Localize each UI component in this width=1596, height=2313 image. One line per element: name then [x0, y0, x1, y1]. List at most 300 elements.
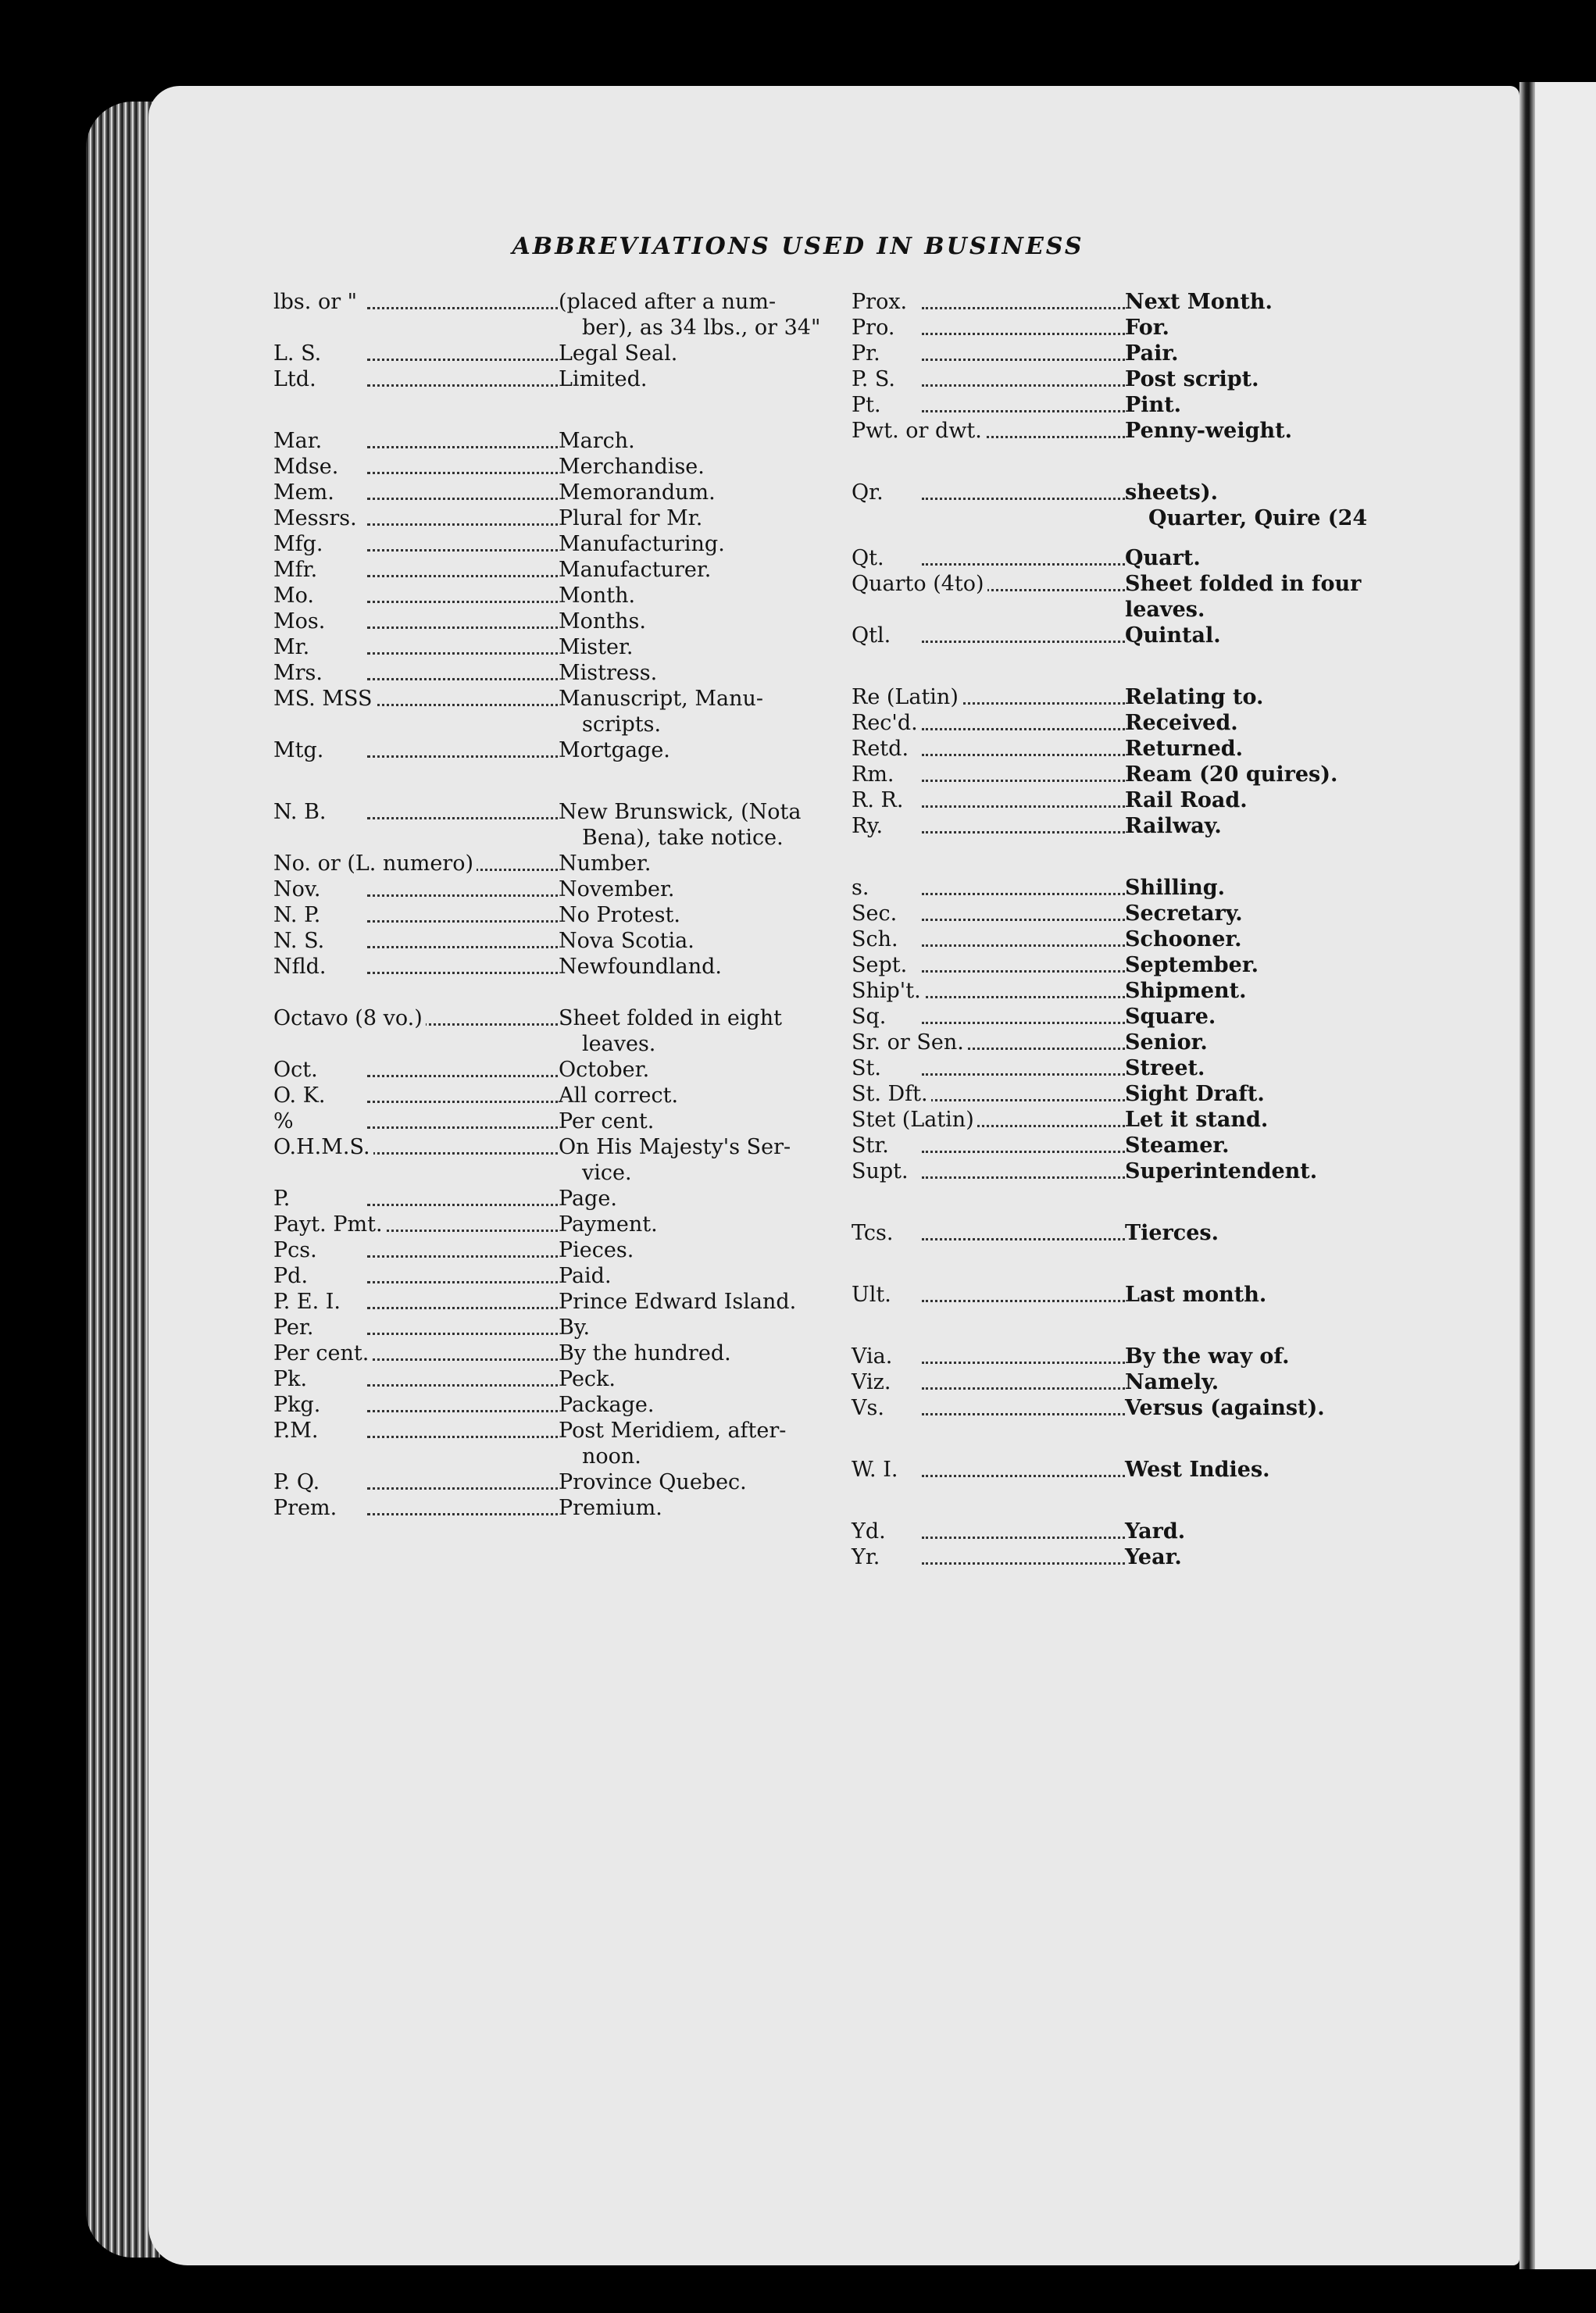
abbreviation-meaning	[559, 737, 852, 763]
meaning-text: Next Month.	[1125, 290, 1273, 314]
abbreviation-entry	[273, 609, 852, 634]
abbreviation-meaning	[559, 289, 852, 341]
meaning-text: Pint.	[1125, 393, 1182, 417]
meaning-text: On His Majesty's Ser-	[559, 1135, 791, 1159]
abbreviation-entry	[273, 1186, 852, 1212]
meaning-text: Nova Scotia.	[559, 929, 694, 953]
spacer	[852, 648, 1406, 684]
meaning-text: Merchandise.	[559, 455, 705, 479]
abbreviation: P. Q.	[273, 1469, 323, 1495]
abbreviation-entry	[273, 1340, 852, 1366]
abbreviation-meaning	[1125, 1395, 1406, 1421]
abbreviation-entry	[852, 289, 1406, 315]
abbreviation-entry	[852, 684, 1406, 710]
abbreviation: Nfld.	[273, 954, 330, 980]
abbreviation: P. S.	[852, 366, 898, 392]
abbreviation: Mos.	[273, 609, 328, 634]
abbreviation-entry	[852, 392, 1406, 418]
abbreviation: Qr.	[852, 480, 887, 505]
abbreviation-entry	[273, 289, 852, 341]
abbreviation: Prox.	[852, 289, 910, 315]
meaning-text: March.	[559, 429, 635, 453]
abbreviation-entry	[273, 480, 852, 505]
abbreviation: W. I.	[852, 1457, 901, 1483]
abbreviation: Pwt. or dwt.	[852, 418, 985, 444]
meaning-text: Tierces.	[1125, 1221, 1219, 1245]
abbreviation-meaning	[1125, 926, 1406, 952]
meaning-text: Street.	[1125, 1056, 1205, 1080]
abbreviation: Quarto (4to)	[852, 571, 987, 597]
abbreviation-meaning	[559, 1495, 852, 1521]
abbreviation-meaning	[1125, 875, 1406, 901]
meaning-text: sheets).	[1125, 480, 1219, 505]
meaning-text: Senior.	[1125, 1030, 1208, 1055]
meaning-text: Sight Draft.	[1125, 1082, 1265, 1106]
abbreviation-entry	[273, 366, 852, 392]
abbreviation-entry	[273, 737, 852, 763]
meaning-text: Prince Edward Island.	[559, 1290, 797, 1314]
abbreviation-meaning	[559, 1469, 852, 1495]
meaning-text: Month.	[559, 584, 636, 608]
abbreviation-entry	[273, 1083, 852, 1108]
abbreviation-entry	[273, 531, 852, 557]
abbreviation-meaning	[1125, 1369, 1406, 1395]
spacer	[852, 1308, 1406, 1344]
abbreviation-entry	[273, 1108, 852, 1134]
abbreviation-entry	[852, 787, 1406, 813]
abbreviation-entry	[852, 1107, 1406, 1133]
spacer	[852, 1483, 1406, 1519]
meaning-text: Manufacturer.	[559, 558, 712, 582]
abbreviation: Pr.	[852, 341, 884, 366]
abbreviation-entry	[273, 634, 852, 660]
abbreviation-meaning	[1125, 289, 1406, 315]
abbreviation-meaning	[559, 454, 852, 480]
abbreviation-entry	[852, 1369, 1406, 1395]
abbreviation: Mrs.	[273, 660, 326, 686]
abbreviation-meaning	[1125, 787, 1406, 813]
abbreviation-meaning	[559, 686, 852, 737]
abbreviation-meaning	[1125, 545, 1406, 571]
abbreviation: Mr.	[273, 634, 312, 660]
meaning-text: Sheet folded in eight	[559, 1006, 783, 1030]
meaning-text: Premium.	[559, 1496, 662, 1520]
abbreviation-meaning	[1125, 623, 1406, 648]
abbreviation-entry	[852, 1344, 1406, 1369]
spacer	[273, 980, 852, 1005]
meaning-continuation: Quarter, Quire (24	[1148, 506, 1368, 530]
abbreviation: No. or (L. numero)	[273, 851, 477, 876]
meaning-text: Shipment.	[1125, 979, 1247, 1003]
abbreviation-meaning	[1125, 392, 1406, 418]
abbreviation-entry	[273, 1366, 852, 1392]
abbreviation-entry	[852, 1282, 1406, 1308]
abbreviation-entry	[273, 1134, 852, 1186]
spacer	[852, 839, 1406, 875]
abbreviation-entry	[273, 1315, 852, 1340]
abbreviation: N. S.	[273, 928, 327, 954]
meaning-continuation: ber), as 34 lbs., or 34"	[582, 316, 821, 340]
abbreviation: Mdse.	[273, 454, 341, 480]
abbreviation: Mar.	[273, 428, 325, 454]
meaning-continuation: Bena), take notice.	[582, 826, 784, 850]
abbreviation-meaning	[1125, 952, 1406, 978]
meaning-text: Plural for Mr.	[559, 506, 703, 530]
abbreviation-meaning	[1125, 813, 1406, 839]
abbreviation-entry	[273, 851, 852, 876]
abbreviation-meaning	[559, 366, 852, 392]
abbreviation: N. B.	[273, 799, 330, 825]
abbreviation-meaning	[1125, 418, 1406, 444]
abbreviation-entry	[273, 505, 852, 531]
abbreviation: P. E. I.	[273, 1289, 344, 1315]
meaning-text: Quart.	[1125, 546, 1201, 570]
abbreviation: Mem.	[273, 480, 337, 505]
abbreviation-entry	[852, 366, 1406, 392]
meaning-text: Shilling.	[1125, 876, 1226, 900]
meaning-text: Package.	[559, 1393, 655, 1417]
abbreviation: Pd.	[273, 1263, 311, 1289]
meaning-text: Superintendent.	[1125, 1159, 1318, 1183]
meaning-text: Ream (20 quires).	[1125, 762, 1338, 787]
abbreviation: Per.	[273, 1315, 316, 1340]
meaning-continuation: vice.	[582, 1161, 632, 1185]
meaning-text: Post Meridiem, after-	[559, 1419, 787, 1443]
abbreviation-entry	[852, 571, 1406, 623]
meaning-text: Let it stand.	[1125, 1108, 1269, 1132]
abbreviation-entry	[273, 557, 852, 583]
abbreviation-entry	[273, 1418, 852, 1469]
meaning-text: Payment.	[559, 1212, 658, 1237]
abbreviation: Sec.	[852, 901, 900, 926]
abbreviation: Ry.	[852, 813, 886, 839]
meaning-text: Legal Seal.	[559, 341, 678, 366]
meaning-text: Memorandum.	[559, 480, 716, 505]
abbreviation: Sq.	[852, 1004, 889, 1030]
abbreviation-meaning	[559, 1083, 852, 1108]
meaning-text: New Brunswick, (Nota	[559, 800, 802, 824]
abbreviation-meaning	[559, 928, 852, 954]
abbreviation-entry	[852, 623, 1406, 648]
abbreviation-meaning	[559, 851, 852, 876]
abbreviation: Qtl.	[852, 623, 894, 648]
abbreviation-entry	[852, 813, 1406, 839]
abbreviation: St. Dft.	[852, 1081, 931, 1107]
abbreviation-meaning	[559, 954, 852, 980]
abbreviation-entry	[852, 1055, 1406, 1081]
abbreviation: Pkg.	[273, 1392, 323, 1418]
meaning-text: Mistress.	[559, 661, 658, 685]
abbreviation-entry	[852, 875, 1406, 901]
abbreviation-meaning	[559, 505, 852, 531]
abbreviation-entry	[852, 1220, 1406, 1246]
abbreviation: P.	[273, 1186, 293, 1212]
abbreviation: Supt.	[852, 1158, 912, 1184]
abbreviation-entry	[852, 545, 1406, 571]
abbreviation-entry	[273, 1005, 852, 1057]
meaning-text: Paid.	[559, 1264, 612, 1288]
abbreviation: Pcs.	[273, 1237, 320, 1263]
abbreviation-meaning	[559, 1263, 852, 1289]
abbreviation-entry	[852, 1457, 1406, 1483]
meaning-text: Newfoundland.	[559, 955, 723, 979]
abbreviation-meaning	[559, 876, 852, 902]
abbreviation-meaning	[1125, 762, 1406, 787]
abbreviation-meaning	[1125, 480, 1406, 531]
abbreviation-entry	[852, 418, 1406, 444]
meaning-text: Returned.	[1125, 737, 1244, 761]
abbreviation: Yr.	[852, 1544, 883, 1570]
abbreviation: Octavo (8 vo.)	[273, 1005, 426, 1031]
abbreviation: Mfr.	[273, 557, 320, 583]
meaning-text: Railway.	[1125, 814, 1222, 838]
abbreviation-entry	[273, 428, 852, 454]
abbreviation-meaning	[1125, 901, 1406, 926]
abbreviation-meaning	[1125, 1158, 1406, 1184]
abbreviation-meaning	[1125, 341, 1406, 366]
abbreviation-meaning	[1125, 1220, 1406, 1246]
abbreviation-entry	[852, 762, 1406, 787]
abbreviation-entry	[852, 480, 1406, 531]
abbreviation-entry	[273, 799, 852, 851]
abbreviation-meaning	[559, 609, 852, 634]
abbreviation: O.H.M.S.	[273, 1134, 373, 1160]
meaning-text: Peck.	[559, 1367, 616, 1391]
meaning-text: All correct.	[559, 1083, 679, 1108]
spacer	[852, 531, 1406, 545]
abbreviation-meaning	[559, 1315, 852, 1340]
meaning-continuation: noon.	[582, 1444, 641, 1469]
abbreviation-meaning	[559, 428, 852, 454]
left-column	[273, 289, 852, 1521]
meaning-text: Pieces.	[559, 1238, 634, 1262]
spacer	[852, 444, 1406, 480]
abbreviation-meaning	[1125, 1344, 1406, 1369]
abbreviation-entry	[273, 686, 852, 737]
abbreviation-meaning	[1125, 366, 1406, 392]
abbreviation: Pt.	[852, 392, 884, 418]
abbreviation-entry	[273, 954, 852, 980]
abbreviation: Messrs.	[273, 505, 360, 531]
abbreviation-entry	[852, 341, 1406, 366]
abbreviation-entry	[273, 1057, 852, 1083]
meaning-text: For.	[1125, 316, 1169, 340]
abbreviation-meaning	[1125, 1133, 1406, 1158]
abbreviation: Ult.	[852, 1282, 894, 1308]
meaning-text: West Indies.	[1125, 1458, 1270, 1482]
meaning-text: Post script.	[1125, 367, 1259, 391]
abbreviation: Vs.	[852, 1395, 887, 1421]
meaning-text: Mister.	[559, 635, 634, 659]
abbreviation-meaning	[559, 1366, 852, 1392]
abbreviation: Retd.	[852, 736, 912, 762]
facing-page-edge	[1535, 82, 1596, 2269]
abbreviation-entry	[852, 1004, 1406, 1030]
abbreviation: Per cent.	[273, 1340, 372, 1366]
abbreviation-meaning	[1125, 710, 1406, 736]
abbreviation-meaning	[559, 1134, 852, 1186]
meaning-continuation: scripts.	[582, 712, 662, 737]
meaning-text: Secretary.	[1125, 901, 1243, 926]
abbreviation-meaning	[559, 1289, 852, 1315]
abbreviation: Pk.	[273, 1366, 310, 1392]
abbreviation: Sch.	[852, 926, 902, 952]
abbreviation: Nov.	[273, 876, 324, 902]
abbreviation-entry	[852, 1519, 1406, 1544]
meaning-text: November.	[559, 877, 675, 901]
abbreviation-entry	[273, 902, 852, 928]
abbreviation-meaning	[1125, 315, 1406, 341]
abbreviation-meaning	[559, 341, 852, 366]
book-gutter	[1519, 82, 1535, 2269]
meaning-text: Manuscript, Manu-	[559, 687, 763, 711]
abbreviation-entry	[852, 978, 1406, 1004]
abbreviation-meaning	[559, 902, 852, 928]
abbreviation: Mo.	[273, 583, 317, 609]
abbreviation-entry	[273, 1237, 852, 1263]
meaning-text: Relating to.	[1125, 685, 1264, 709]
abbreviation: Via.	[852, 1344, 895, 1369]
abbreviation: Ltd.	[273, 366, 320, 392]
meaning-text: By the way of.	[1125, 1344, 1290, 1369]
abbreviation: Sr. or Sen.	[852, 1030, 967, 1055]
abbreviation-meaning	[1125, 571, 1406, 623]
abbreviation-meaning	[1125, 1282, 1406, 1308]
meaning-text: Limited.	[559, 367, 648, 391]
abbreviation-entry	[852, 736, 1406, 762]
abbreviation-meaning	[559, 799, 852, 851]
abbreviation-meaning	[1125, 1030, 1406, 1055]
abbreviation-meaning	[559, 1057, 852, 1083]
meaning-text: Mortgage.	[559, 738, 670, 762]
meaning-text: Year.	[1125, 1545, 1182, 1569]
meaning-text: Per cent.	[559, 1109, 655, 1133]
abbreviation: Rec'd.	[852, 710, 921, 736]
meaning-text: Last month.	[1125, 1283, 1267, 1307]
abbreviation-meaning	[1125, 1107, 1406, 1133]
meaning-text: Penny-weight.	[1125, 419, 1292, 443]
meaning-text: (placed after a num-	[559, 290, 777, 314]
abbreviation: Mtg.	[273, 737, 327, 763]
abbreviation: Rm.	[852, 762, 898, 787]
meaning-text: Received.	[1125, 711, 1238, 735]
abbreviation-meaning	[1125, 736, 1406, 762]
spacer	[273, 392, 852, 428]
spacer	[273, 763, 852, 799]
abbreviation-meaning	[1125, 1055, 1406, 1081]
abbreviation-entry	[273, 1212, 852, 1237]
abbreviation-entry	[852, 710, 1406, 736]
abbreviation: %	[273, 1108, 297, 1134]
abbreviation-meaning	[559, 634, 852, 660]
abbreviation: s.	[852, 875, 872, 901]
abbreviation-entry	[852, 901, 1406, 926]
abbreviation: P.M.	[273, 1418, 322, 1444]
abbreviation: Mfg.	[273, 531, 327, 557]
abbreviation-meaning	[559, 531, 852, 557]
abbreviation-entry	[852, 1544, 1406, 1570]
abbreviation-meaning	[559, 1418, 852, 1469]
abbreviation-meaning	[559, 480, 852, 505]
abbreviation: Re (Latin)	[852, 684, 962, 710]
abbreviation: N. P.	[273, 902, 323, 928]
meaning-text: Rail Road.	[1125, 788, 1248, 812]
spacer	[852, 1184, 1406, 1220]
abbreviation-entry	[852, 1395, 1406, 1421]
meaning-text: Square.	[1125, 1005, 1216, 1029]
abbreviation-meaning	[1125, 1004, 1406, 1030]
page-title: ABBREVIATIONS USED IN BUSINESS	[512, 233, 1084, 260]
meaning-text: Number.	[559, 851, 652, 876]
abbreviation-meaning	[1125, 1544, 1406, 1570]
meaning-text: By the hundred.	[559, 1341, 731, 1365]
abbreviation-entry	[852, 1081, 1406, 1107]
abbreviation: Qt.	[852, 545, 887, 571]
abbreviation-meaning	[559, 1212, 852, 1237]
abbreviation-meaning	[1125, 1081, 1406, 1107]
abbreviation-meaning	[559, 1186, 852, 1212]
abbreviation: Sept.	[852, 952, 910, 978]
meaning-text: By.	[559, 1315, 591, 1340]
abbreviation: lbs. or "	[273, 289, 360, 315]
meaning-text: Sheet folded in four leaves.	[1125, 572, 1362, 622]
abbreviation: R. R.	[852, 787, 906, 813]
spacer	[852, 1246, 1406, 1282]
meaning-text: Schooner.	[1125, 927, 1242, 951]
spacer	[852, 1421, 1406, 1457]
abbreviation: Oct.	[273, 1057, 321, 1083]
abbreviation-entry	[273, 1469, 852, 1495]
abbreviation-entry	[273, 660, 852, 686]
meaning-text: Page.	[559, 1187, 617, 1211]
abbreviation: Ship't.	[852, 978, 924, 1004]
abbreviation-meaning	[559, 1005, 852, 1057]
meaning-text: Quintal.	[1125, 623, 1221, 648]
abbreviation-meaning	[1125, 978, 1406, 1004]
abbreviation-entry	[273, 876, 852, 902]
meaning-text: Namely.	[1125, 1370, 1219, 1394]
abbreviation-entry	[273, 583, 852, 609]
abbreviation-entry	[273, 1263, 852, 1289]
abbreviation-entry	[852, 1030, 1406, 1055]
abbreviation: Str.	[852, 1133, 892, 1158]
meaning-text: Province Quebec.	[559, 1470, 747, 1494]
abbreviation-entry	[273, 1495, 852, 1521]
abbreviation: MS. MSS	[273, 686, 376, 712]
meaning-text: Pair.	[1125, 341, 1179, 366]
abbreviation-entry	[273, 1392, 852, 1418]
abbreviation-meaning	[559, 583, 852, 609]
abbreviation-meaning	[559, 1392, 852, 1418]
abbreviation: Yd.	[852, 1519, 889, 1544]
abbreviation: Tcs.	[852, 1220, 896, 1246]
abbreviation-entry	[852, 1133, 1406, 1158]
meaning-text: Months.	[559, 609, 646, 634]
abbreviation-entry	[852, 926, 1406, 952]
abbreviation: Viz.	[852, 1369, 894, 1395]
meaning-text: Manufacturing.	[559, 532, 725, 556]
abbreviation-entry	[852, 315, 1406, 341]
abbreviation-entry	[273, 1289, 852, 1315]
abbreviation-meaning	[1125, 1457, 1406, 1483]
abbreviation-meaning	[559, 1237, 852, 1263]
abbreviation-meaning	[1125, 684, 1406, 710]
abbreviation-meaning	[559, 1340, 852, 1366]
abbreviation: St.	[852, 1055, 884, 1081]
abbreviation: L. S.	[273, 341, 324, 366]
meaning-continuation: leaves.	[582, 1032, 656, 1056]
abbreviation-entry	[852, 952, 1406, 978]
